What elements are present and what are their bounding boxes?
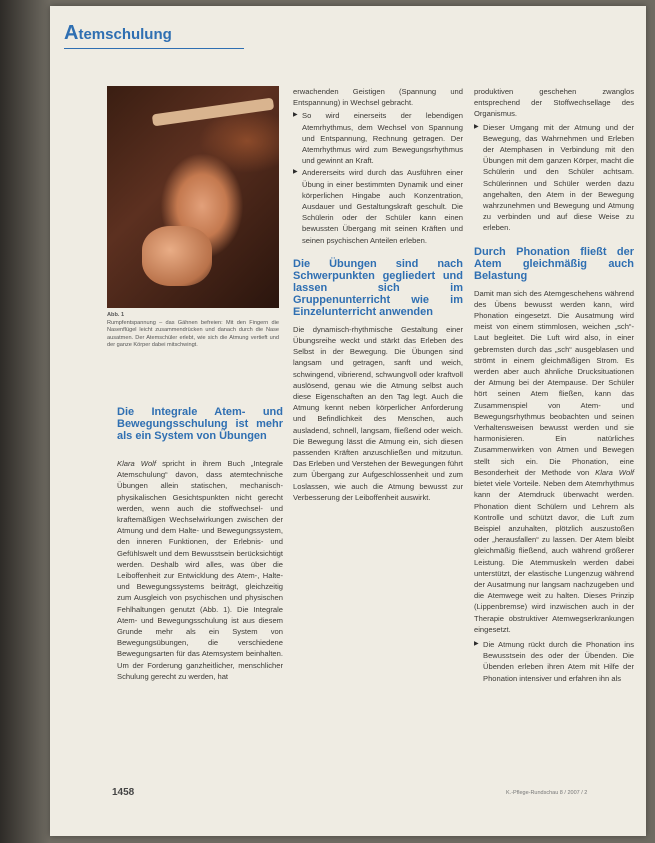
section-heading: Die Integrale Atem- und Bewegungsschulung ist mehr als ein System von Übungen (117, 406, 283, 442)
section-heading: Durch Phonation fließt der Atem gleichmäßig auch Belastung (474, 245, 634, 282)
title-rest: temschulung (78, 26, 172, 43)
column-1-heading-block (117, 406, 283, 442)
journal-reference: K.-Pflege-Rundschau 8 / 2007 / 2 (506, 790, 588, 796)
column-2 (293, 86, 463, 505)
intro-paragraph: erwachenden Geistigen (Spannung und Entspannung) in Wechsel gebracht. (293, 87, 463, 108)
body-paragraph (117, 458, 283, 682)
column-3 (474, 86, 634, 685)
figure-photo (107, 86, 279, 308)
section-heading: Die Übungen sind nach Schwerpunkten gegliedert und lassen sich im Gruppenunterricht wie im Einzelunterricht anwenden (293, 257, 463, 318)
body-paragraph (474, 288, 634, 635)
figure-caption (107, 312, 279, 350)
figure-label: Abb. 1 (107, 312, 125, 318)
bullet-item: ▶ Andererseits wird durch das Ausführen einer Übung in einer bestimmten Dynamik und einer körperlichen Hingabe auch Konzentration, Ausdauer und Gestaltungskraft geschult. Die Schülerin oder der Schüler kann einen bewussten Übergang mit seinen Kräften und seinen psychischen Anteilen erleben. (293, 167, 463, 245)
page-section-title (64, 22, 172, 45)
bullet-item: ▶ Dieser Umgang mit der Atmung und der Bewegung, das Wahrnehmen und Erleben der Atemphasen in Verbindung mit den Übungen mit dem ganzen Körper, macht die Schülerin und den Schüler achtsam. Schülerinnen und Schüler werden dazu angehalten, den Atem in der Bewegung wahrzunehmen und Bewegung und Atmung zu verbinden und auf diese Weise zu erleben. (474, 122, 634, 234)
photo-headband (152, 98, 274, 127)
body-paragraph: Die dynamisch-rhythmische Gestaltung einer Übungsreihe weckt und stärkt das Erleben des Selbst in der Bewegung. Die Übungen sind langsam und getragen, sanft und weich, schwingend, vibrierend, schwungvoll oder kraftvoll auslösend, genau wie die Atmung selbst auch diese Eigenschaften an den Tag legt. Auch die Atmung kennt neben körperlicher Anforderung und Befindlichkeit des Menschen, auch ausladend, schnell, langsam, fließend oder weich. Die Bewegung lässt die Atmung ein, sich diesen passenden Kräften anzuschließen und mitzutun. Das Erleben und Verstehen der Bewegungen führt zum Übergang zur Aufgeschlossenheit und zum Loslassen, wie auch die Atmung bewusst zur Verbesserung der Leiboffenheit auswirkt. (293, 324, 463, 502)
scan-shadow (0, 0, 50, 843)
paragraph-text: Damit man sich des Atemgeschehens während des Übens bewusst werden kann, wird Phonation eingesetzt. Die Ausatmung wird meist von einem stimmlosen, weichen „sch“-Laut begleitet. Die Luft wird also, in einer gebremsten durch das „sch“ ausgeblasen und strömt in einem gleichmäßigen Strom. Es werden aber auch ähnliche Drucksituationen der Atmung bei der Atempause. Der Schüler hört seinen Atem fließen, kann das Zusammenspiel von Atem- und Bewegungsrhythmus beobachten und seinen Verhaltensweisen bewusst werden und sie harmonisieren. Ein natürliches Zusammenwirken von Atmen und Bewegen stellt sich ein. Die Phonation, eine Besonderheit der Methode von (474, 288, 634, 477)
page-number: 1458 (112, 787, 135, 798)
author-name: Klara Wolf (117, 459, 156, 468)
column-1 (117, 458, 283, 684)
figure-caption-text: Rumpfentspannung – das Gähnen befreien: Mit den Fingern die Nasenflügel leicht zusammendrücken und danach durch die Nase ausatmen. Der Atemschüler erlebt, wie sich die Atmung vertieft und der ganze Körper dabei mitschwingt. (107, 319, 279, 349)
bullet-item: ▶ So wird einerseits der lebendigen Atemrhythmus, dem Wechsel von Spannung und Entspannung, Rechnung getragen. Der Atemrhythmus wird zum Bewegungsrhythmus und gewinnt an Kraft. (293, 110, 463, 166)
bullet-list (474, 639, 634, 684)
bullet-list (293, 110, 463, 245)
bullet-list (474, 122, 634, 234)
bullet-item: ▶ Die Atmung rückt durch die Phonation ins Bewusstsein des oder der Übenden. Die Übenden erleben ihren Atem mit Hilfe der Phonation intensiver und erfahren ihn als (474, 639, 634, 684)
photo-hand (142, 226, 212, 286)
paragraph-text: spricht in ihrem Buch „Integrale Atemschulung“ davon, dass atemtechnische Übungen allein statischen, mechanisch-physikalischen Gesichtspunkten nicht gerecht werden, wenn auch die stoffwechsel- und kraftemäßigen Wechselwirkungen zwischen der Atmung und dem Halte- und Bewegungssystem, den inneren Funktionen, der Erlebnis- und Gefühlswelt und dem Bewusstsein berücksichtigt werden. Deshalb wird alles, was über die Leiboffenheit zur Entwicklung des Atem-, Halte- und Bewegungssystems beiträgt, gleichzeitig zum Ausgleich von psychischen und physischen Fehlhaltungen genutzt (Abb. 1). Die Integrale Atem- und Bewegungsschulung ist aus diesem Grunde mehr als ein System von Bewegungsübungen, die verschiedene Bewegungsarten für das Atemsystem beinhalten. Um der Forderung ganzheitlicher, menschlicher Schulung gerecht zu werden, hat (117, 459, 283, 681)
title-initial: A (64, 22, 79, 44)
author-name: Klara Wolf (595, 467, 634, 477)
title-underline (64, 48, 244, 49)
intro-paragraph: produktiven geschehen zwanglos entsprechend der Stoffwechsellage des Organismus. (474, 87, 634, 119)
paragraph-text: bietet viele Vorteile. Neben dem Atemrhythmus kann der Atemdruck überwacht werden. Phonation dient Schülern und Lehrern als Kontrolle und schützt davor, die Luft zum Beispiel anzuhalten, plötzlich auszustoßen oder „herausfallen“ zu lassen. Der Atem bleibt gleichmäßig fließend, auch während größerer Leistung. Die Atemmuskeln werden dabei unterstützt, der elastische Lungenzug während der Ausatmung nur langsam nachzugeben und die Atemwege weit zu halten. Dieses Prinzip (Lippenbremse) wird inzwischen auch in der Therapie obstruktiver Atemwegserkrankungen eingesetzt. (474, 479, 634, 634)
